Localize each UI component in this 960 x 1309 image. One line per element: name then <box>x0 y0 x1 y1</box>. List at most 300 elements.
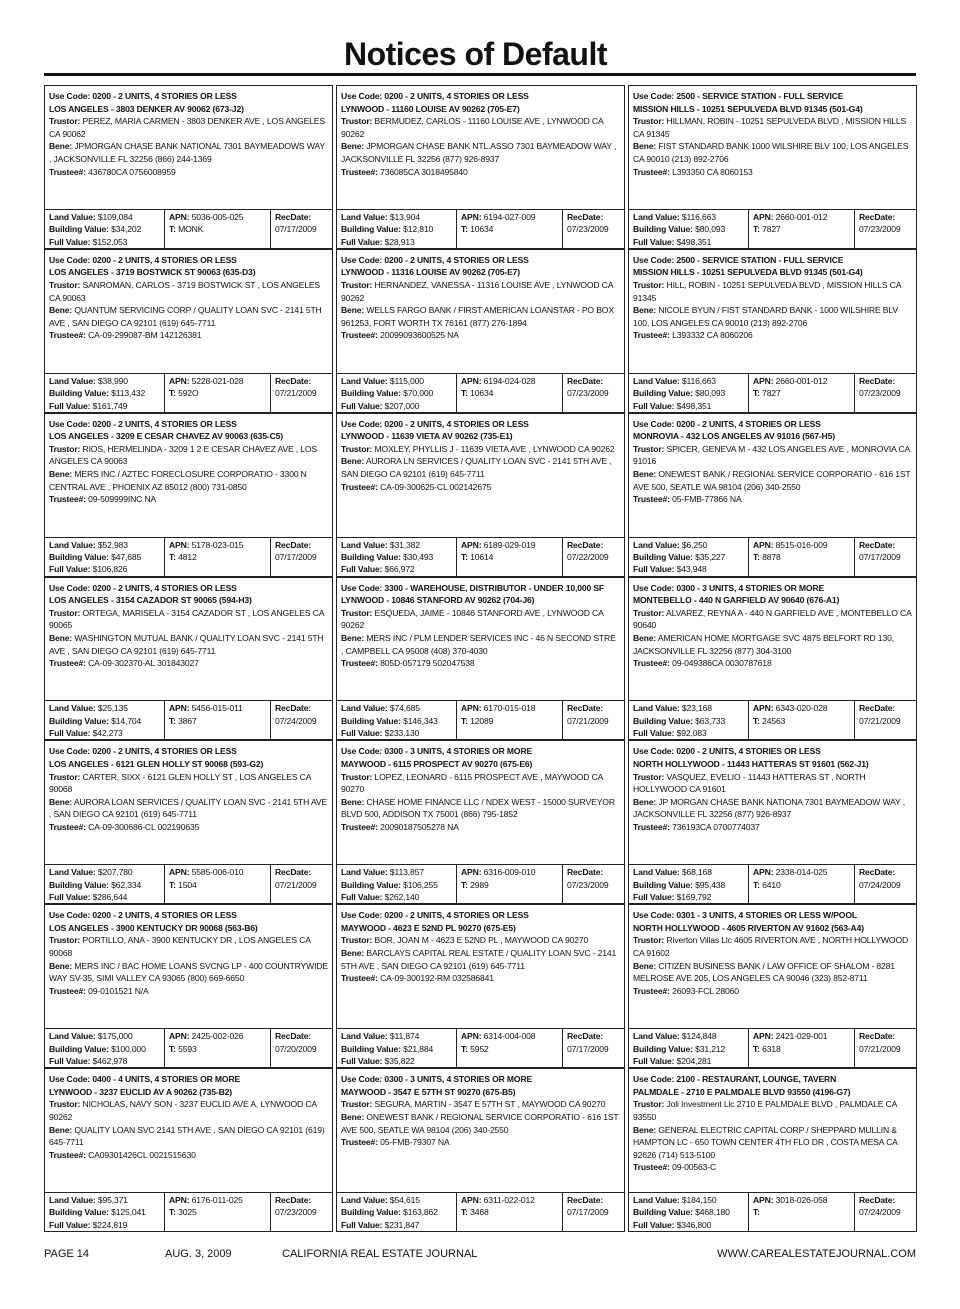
field-label: APN: <box>753 703 774 714</box>
field-label: Trustor: <box>341 116 373 127</box>
field-label: Land Value: <box>49 211 96 222</box>
use-code: Use Code: 0200 - 2 UNITS, 4 STORIES OR LESS <box>341 254 529 265</box>
full-value: $286,644 <box>92 892 128 903</box>
use-code: Use Code: 3300 - WAREHOUSE, DISTRIBUTOR - UNDER 10,000 SF <box>341 582 605 593</box>
tract-line <box>461 1043 559 1055</box>
apn-block <box>457 1193 563 1231</box>
apn: 6170-015-018 <box>483 703 536 714</box>
trustor: NICHOLAS, NAVY SON - 3237 EUCLID AVE A, LYNWOOD CA 90262 <box>49 1099 317 1122</box>
use-code: Use Code: 0200 - 2 UNITS, 4 STORIES OR LESS <box>49 254 237 265</box>
field-label: Full Value: <box>633 1055 675 1066</box>
land-value-line <box>633 1194 745 1206</box>
field-label: APN: <box>169 539 190 550</box>
full-value-line <box>341 891 453 903</box>
beneficiary-line <box>341 140 620 165</box>
field-label: APN: <box>753 211 774 222</box>
land-value-line <box>49 702 161 714</box>
field-label: Bene: <box>49 960 73 971</box>
land-value-line <box>341 1030 453 1042</box>
full-value: $204,281 <box>676 1055 712 1066</box>
full-value-line <box>341 563 453 575</box>
field-label: Bene: <box>633 796 657 807</box>
notice-record <box>628 413 917 577</box>
beneficiary: QUALITY LOAN SVC 2141 5TH AVE , SAN DIEGO CA 92101 (619) 645-7711 <box>49 1124 325 1148</box>
field-label: Trustor: <box>49 443 81 454</box>
recdate-block <box>563 701 624 739</box>
trustor: SPICER, GENEVA M - 432 LOS ANGELES AVE , MONROVIA CA 91016 <box>633 443 910 467</box>
recdate: 07/23/2009 <box>859 388 901 399</box>
trustor-line <box>633 443 912 468</box>
tract: 4812 <box>178 551 197 562</box>
field-label: Full Value: <box>341 564 383 575</box>
apn-line <box>753 1194 851 1206</box>
value-block <box>629 865 749 903</box>
tract: 5593 <box>178 1043 197 1054</box>
recdate-label: RecDate: <box>275 1195 312 1205</box>
trustee-number-line <box>49 493 328 506</box>
apn: 6189-029-019 <box>483 539 536 550</box>
beneficiary-line <box>49 960 328 985</box>
apn-block <box>457 1029 563 1067</box>
recdate: 07/24/2009 <box>275 715 317 726</box>
beneficiary: AURORA LN SERVICES / QUALITY LOAN SVC - 2141 5TH AVE , SAN DIEGO CA 92101 (619) 645-7711 <box>341 456 612 480</box>
apn-line <box>169 702 267 714</box>
notice-record <box>628 85 917 249</box>
notice-record <box>44 1068 333 1232</box>
land-value-line <box>341 211 453 223</box>
tract-line <box>169 715 267 727</box>
recdate-block <box>855 374 916 412</box>
tract-line <box>169 551 267 563</box>
field-label: APN: <box>169 1195 190 1205</box>
field-label: Full Value: <box>49 564 91 575</box>
field-label: APN: <box>461 1031 482 1042</box>
beneficiary-line <box>633 960 912 985</box>
beneficiary: MERS INC / PLM LENDER SERVICES INC - 46 N SECOND STRE , CAMPBELL CA 95008 (408) 370-4030 <box>341 632 616 656</box>
field-label: APN: <box>169 703 190 714</box>
notice-record <box>628 577 917 741</box>
apn: 5228-021-028 <box>191 375 244 386</box>
recdate: 07/17/2009 <box>275 551 317 562</box>
recdate-block <box>855 538 916 576</box>
building-value: $113,432 <box>111 388 146 399</box>
trustee-number-line <box>341 657 620 670</box>
land-value: $74,685 <box>389 703 420 714</box>
footer-website: WWW.CAREALESTATEJOURNAL.COM <box>717 1248 916 1260</box>
trustee-number: CA-09-302370-AL 301843027 <box>88 658 199 669</box>
field-label: Full Value: <box>49 236 91 247</box>
full-value: $92,083 <box>676 728 707 739</box>
full-value-line <box>341 400 453 412</box>
value-block <box>45 374 165 412</box>
field-label: Full Value: <box>341 892 383 903</box>
land-value-line <box>341 1194 453 1206</box>
land-value: $52,983 <box>97 539 128 550</box>
recdate-label: RecDate: <box>859 375 896 386</box>
trustee-number-line <box>49 657 328 670</box>
notice-record <box>44 577 333 741</box>
building-value-line <box>633 551 745 563</box>
record-values <box>629 1192 916 1231</box>
recdate-label: RecDate: <box>859 539 896 550</box>
land-value: $95,371 <box>97 1195 128 1205</box>
record-details <box>337 905 624 1028</box>
field-label: Bene: <box>633 141 657 152</box>
field-label: Bene: <box>633 960 657 971</box>
field-label: Land Value: <box>633 867 680 878</box>
full-value-line <box>633 727 745 739</box>
field-label: Building Value: <box>633 388 693 399</box>
field-label: Trustee#: <box>49 330 86 341</box>
field-label: APN: <box>461 1195 482 1205</box>
notice-record <box>628 249 917 413</box>
land-value: $38,990 <box>97 375 128 386</box>
beneficiary-line <box>633 140 912 165</box>
property-address: MAYWOOD - 6115 PROSPECT AV 90270 (675-E6) <box>341 759 533 770</box>
trustee-number-line <box>633 821 912 834</box>
apn-line <box>753 539 851 551</box>
tract-line <box>461 879 559 891</box>
apn-block <box>457 210 563 248</box>
land-value-line <box>341 702 453 714</box>
field-label: Land Value: <box>49 1031 96 1042</box>
building-value-line <box>341 551 453 563</box>
field-label: Full Value: <box>49 728 91 739</box>
field-label: Trustee#: <box>341 973 378 984</box>
field-label: Land Value: <box>341 1031 388 1042</box>
field-label: Land Value: <box>633 211 680 222</box>
trustee-number-line <box>633 1161 912 1174</box>
value-block <box>629 1029 749 1067</box>
full-value-line <box>341 1055 453 1067</box>
apn-block <box>457 374 563 412</box>
footer-date: AUG. 3, 2009 <box>165 1248 232 1260</box>
land-value: $54,615 <box>389 1195 420 1205</box>
recdate: 07/21/2009 <box>275 388 317 399</box>
field-label: Trustee#: <box>341 166 378 177</box>
trustor: SANROMAN, CARLOS - 3719 BOSTWICK ST , LOS ANGELES CA 90063 <box>49 280 320 303</box>
field-label: Trustor: <box>49 280 81 291</box>
tract-line <box>753 715 851 727</box>
apn-line <box>169 211 267 223</box>
full-value: $106,826 <box>92 564 128 575</box>
beneficiary-line <box>633 632 912 657</box>
land-value: $175,000 <box>97 1031 133 1042</box>
field-label: Bene: <box>341 1111 365 1122</box>
field-label: T: <box>169 879 176 890</box>
land-value: $113,857 <box>389 867 424 878</box>
record-details <box>337 578 624 701</box>
use-code: Use Code: 0200 - 2 UNITS, 4 STORIES OR LESS <box>633 746 821 757</box>
recdate: 07/17/2009 <box>275 224 317 235</box>
tract-line <box>461 387 559 399</box>
recdate: 07/21/2009 <box>859 1043 901 1054</box>
tract-line <box>461 551 559 563</box>
tract-line <box>169 223 267 235</box>
field-label: Building Value: <box>49 715 109 726</box>
apn-block <box>165 210 271 248</box>
value-block <box>337 1029 457 1067</box>
field-label: Full Value: <box>341 1055 383 1066</box>
recdate-block <box>563 1029 624 1067</box>
trustor-line <box>49 115 328 140</box>
field-label: APN: <box>461 867 482 878</box>
field-label: Trustor: <box>49 607 81 618</box>
record-details <box>629 905 916 1028</box>
field-label: Building Value: <box>341 388 401 399</box>
tract: 5952 <box>470 1043 489 1054</box>
land-value-line <box>49 1030 161 1042</box>
trustor: CARTER, SIXX - 6121 GLEN HOLLY ST , LOS ANGELES CA 90068 <box>49 771 311 795</box>
recdate-label: RecDate: <box>275 1031 312 1042</box>
field-label: Trustee#: <box>633 985 670 996</box>
apn-block <box>165 374 271 412</box>
building-value-line <box>341 1043 453 1055</box>
tract-line <box>169 1206 267 1218</box>
recdate-label: RecDate: <box>859 211 896 222</box>
page-title: Notices of Default <box>343 36 607 72</box>
trustee-number-line <box>341 329 620 342</box>
field-label: Land Value: <box>633 1031 680 1042</box>
building-value: $31,212 <box>695 1043 726 1054</box>
apn-line <box>461 1030 559 1042</box>
trustor-line <box>341 279 620 304</box>
use-code: Use Code: 0400 - 4 UNITS, 4 STORIES OR MORE <box>49 1074 241 1085</box>
field-label: Trustor: <box>49 116 81 127</box>
trustor-line <box>341 443 620 456</box>
recdate-label: RecDate: <box>567 375 604 386</box>
field-label: Full Value: <box>49 400 91 411</box>
notice-record <box>336 577 625 741</box>
beneficiary: JP MORGAN CHASE BANK NATIONA 7301 BAYMEADOW WAY , JACKSONVILLE FL 32256 (877) 926-8937 <box>633 796 905 820</box>
field-label: Land Value: <box>49 1195 96 1205</box>
building-value: $80,093 <box>695 224 726 235</box>
apn: 6314-004-008 <box>483 1031 536 1042</box>
property-address: LYNWOOD - 11639 VIETA AV 90262 (735-E1) <box>341 431 513 442</box>
trustor-line <box>49 771 328 796</box>
recdate-label: RecDate: <box>567 703 604 714</box>
recdate: 07/23/2009 <box>567 224 609 235</box>
recdate: 07/21/2009 <box>859 715 901 726</box>
record-details <box>45 578 332 701</box>
record-values <box>45 537 332 576</box>
field-label: Land Value: <box>341 211 388 222</box>
value-block <box>45 210 165 248</box>
land-value-line <box>341 375 453 387</box>
full-value-line <box>49 727 161 739</box>
full-value: $498,351 <box>676 400 712 411</box>
building-value-line <box>633 1043 745 1055</box>
field-label: T: <box>753 388 760 399</box>
property-address: MAYWOOD - 3547 E 57TH ST 90270 (675-B5) <box>341 1086 516 1097</box>
field-label: T: <box>169 1043 176 1054</box>
field-label: Land Value: <box>49 539 96 550</box>
full-value: $207,000 <box>384 400 420 411</box>
notice-record <box>628 740 917 904</box>
trustee-number: L393332 CA 8060206 <box>672 330 753 341</box>
beneficiary: WELLS FARGO BANK / FIRST AMERICAN LOANSTAR - PO BOX 961253, FORT WORTH TX 76161 (877) 276-1894 <box>341 305 614 328</box>
field-label: Trustee#: <box>633 1162 670 1173</box>
beneficiary-line <box>49 468 328 493</box>
beneficiary: NICOLE BYUN / FIST STANDARD BANK - 1000 WILSHIRE BLV 100, LOS ANGELES CA 90010 (213) 892-2706 <box>633 305 898 328</box>
field-label: Bene: <box>49 141 73 152</box>
field-label: APN: <box>169 375 190 386</box>
trustor-line <box>633 607 912 632</box>
use-code: Use Code: 0200 - 2 UNITS, 4 STORIES OR LESS <box>341 910 529 921</box>
beneficiary-line <box>49 796 328 821</box>
trustor: MOXLEY, PHYLLIS J - 11639 VIETA AVE , LYNWOOD CA 90262 <box>374 443 615 454</box>
record-values <box>337 209 624 248</box>
full-value: $66,972 <box>384 564 415 575</box>
trustee-number-line <box>633 985 912 998</box>
field-label: APN: <box>169 211 190 222</box>
value-block <box>337 865 457 903</box>
notices-grid <box>44 85 916 1232</box>
use-code: Use Code: 2500 - SERVICE STATION - FULL SERVICE <box>633 91 844 101</box>
tract: MONK <box>178 224 204 235</box>
recdate: 07/23/2009 <box>275 1207 317 1218</box>
field-label: Full Value: <box>633 400 675 411</box>
field-label: APN: <box>169 867 190 878</box>
trustor-line <box>341 934 620 947</box>
land-value: $68,168 <box>681 867 712 878</box>
record-values <box>337 373 624 412</box>
field-label: T: <box>169 1207 176 1218</box>
apn-line <box>753 1030 851 1042</box>
field-label: Trustor: <box>633 280 665 291</box>
apn: 2660-001-012 <box>775 211 828 222</box>
building-value-line <box>49 387 161 399</box>
notice-record <box>44 249 333 413</box>
value-block <box>629 210 749 248</box>
field-label: APN: <box>461 211 482 222</box>
notice-record <box>336 85 625 249</box>
beneficiary-line <box>49 632 328 657</box>
trustor: BOR, JOAN M - 4623 E 52ND PL , MAYWOOD CA 90270 <box>374 935 589 946</box>
land-value: $25,135 <box>97 703 128 714</box>
beneficiary-line <box>341 304 620 329</box>
field-label: APN: <box>753 1195 774 1205</box>
beneficiary: BARCLAYS CAPITAL REAL ESTATE / QUALITY LOAN SVC - 2141 5TH AVE , SAN DIEGO CA 92101 (619) 645-7711 <box>341 948 617 971</box>
building-value-line <box>49 223 161 235</box>
beneficiary: CHASE HOME FINANCE LLC / NDEX WEST - 15000 SURVEYOR BLVD 500, ADDISON TX 75001 (866) 795-1852 <box>341 796 615 820</box>
record-details <box>337 1069 624 1192</box>
trustor: HILLMAN, ROBIN - 10251 SEPULVEDA BLVD , MISSION HILLS CA 91345 <box>633 116 907 139</box>
apn-line <box>461 702 559 714</box>
value-block <box>629 538 749 576</box>
value-block <box>629 701 749 739</box>
use-code: Use Code: 0300 - 3 UNITS, 4 STORIES OR MORE <box>341 746 533 757</box>
use-code: Use Code: 0200 - 2 UNITS, 4 STORIES OR LESS <box>49 746 237 757</box>
use-code: Use Code: 0300 - 3 UNITS, 4 STORIES OR MORE <box>633 582 825 593</box>
field-label: Trustor: <box>49 771 81 782</box>
record-values <box>629 700 916 739</box>
full-value-line <box>633 563 745 575</box>
land-value: $6,250 <box>681 539 708 550</box>
apn-block <box>749 1029 855 1067</box>
use-code: Use Code: 2100 - RESTAURANT, LOUNGE, TAVERN <box>633 1074 837 1085</box>
trustor: ALVAREZ, REYNA A - 440 N GARFIELD AVE , MONTEBELLO CA 90640 <box>633 607 912 631</box>
apn: 5178-023-015 <box>191 539 244 550</box>
building-value: $95,438 <box>695 879 726 890</box>
field-label: T: <box>169 388 176 399</box>
field-label: Bene: <box>633 632 657 643</box>
trustor: PEREZ, MARIA CARMEN - 3803 DENKER AVE , LOS ANGELES CA 90062 <box>49 116 325 139</box>
building-value-line <box>341 879 453 891</box>
building-value-line <box>49 1206 161 1218</box>
notice-record <box>336 1068 625 1232</box>
use-code: Use Code: 0300 - 3 UNITS, 4 STORIES OR MORE <box>341 1074 533 1085</box>
beneficiary-line <box>49 304 328 329</box>
trustee-number: CA09301426CL 0021515630 <box>88 1149 196 1160</box>
beneficiary: MERS INC / AZTEC FORECLOSURE CORPORATIO - 3300 N CENTRAL AVE , PHOENIX AZ 85012 (800) 731-0850 <box>49 469 307 492</box>
beneficiary: AURORA LOAN SERVICES / QUALITY LOAN SVC - 2141 5TH AVE , SAN DIEGO CA 92101 (619) 645-7711 <box>49 796 328 820</box>
apn-line <box>169 866 267 878</box>
building-value-line <box>49 551 161 563</box>
field-label: T: <box>753 551 760 562</box>
field-label: Building Value: <box>341 879 401 890</box>
land-value-line <box>633 702 745 714</box>
trustor-line <box>49 1098 328 1123</box>
field-label: Bene: <box>49 469 73 480</box>
field-label: Building Value: <box>49 551 109 562</box>
field-label: Trustor: <box>341 607 373 618</box>
land-value-line <box>633 539 745 551</box>
trustor-line <box>341 607 620 632</box>
land-value-line <box>341 539 453 551</box>
trustee-number: 20090187505278 NA <box>380 821 459 832</box>
full-value: $42,273 <box>92 728 123 739</box>
beneficiary: CITIZEN BUSINESS BANK / LAW OFFICE OF SHALOM - 8281 MELROSE AVE 205, LOS ANGELES CA 90046 (323) 852-8711 <box>633 960 895 984</box>
field-label: T: <box>461 1207 468 1218</box>
full-value: $35,822 <box>384 1055 415 1066</box>
full-value-line <box>49 1219 161 1231</box>
apn-line <box>753 375 851 387</box>
field-label: APN: <box>461 539 482 550</box>
apn: 2425-002-026 <box>191 1031 244 1042</box>
full-value: $462,978 <box>92 1055 128 1066</box>
recdate-block <box>271 1029 332 1067</box>
field-label: Trustor: <box>633 116 665 127</box>
beneficiary: JPMORGAN CHASE BANK NATIONAL 7301 BAYMEADOWS WAY , JACKSONVILLE FL 32256 (866) 244-1369 <box>49 141 325 164</box>
land-value: $31,382 <box>389 539 420 550</box>
field-label: Trustor: <box>633 1099 665 1110</box>
full-value-line <box>341 727 453 739</box>
building-value-line <box>341 387 453 399</box>
trustee-number: CA-09-300625-CL 002142675 <box>380 481 492 492</box>
trustor: HILL, ROBIN - 10251 SEPULVEDA BLVD , MISSION HILLS CA 91345 <box>633 280 901 303</box>
land-value-line <box>633 375 745 387</box>
field-label: T: <box>461 879 468 890</box>
apn: 5036-005-025 <box>191 211 244 222</box>
building-value: $125,041 <box>111 1207 146 1218</box>
field-label: Trustor: <box>633 771 665 782</box>
tract-line <box>169 387 267 399</box>
tract: 3468 <box>470 1207 489 1218</box>
apn: 6343-020-028 <box>775 703 828 714</box>
full-value-line <box>633 236 745 248</box>
apn: 2660-001-012 <box>775 375 828 386</box>
notice-record <box>44 904 333 1068</box>
trustor-line <box>49 934 328 959</box>
building-value: $468,180 <box>695 1207 730 1218</box>
value-block <box>45 701 165 739</box>
tract-line <box>169 1043 267 1055</box>
record-details <box>45 1069 332 1192</box>
recdate-block <box>271 865 332 903</box>
building-value-line <box>633 387 745 399</box>
field-label: Land Value: <box>341 867 388 878</box>
